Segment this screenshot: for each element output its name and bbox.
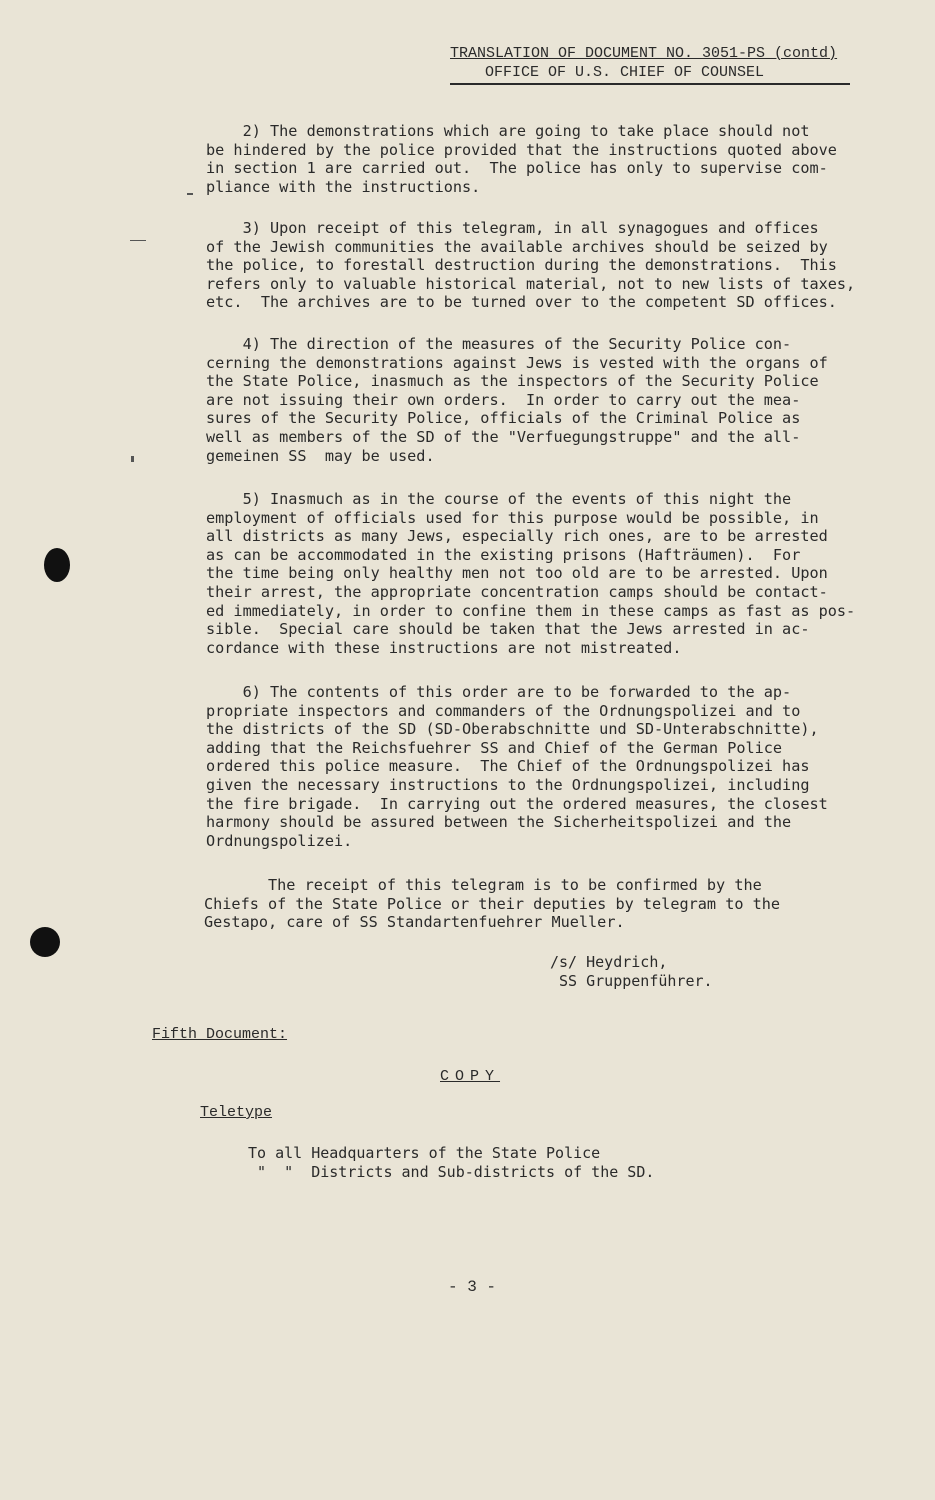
recipient-line-2: " " Districts and Sub-districts of the SD. [248, 1163, 655, 1181]
punch-hole-bottom [30, 927, 60, 957]
recipient-line-1: To all Headquarters of the State Police [248, 1144, 601, 1162]
receipt-paragraph: The receipt of this telegram is to be confirmed by the Chiefs of the State Police or their deputies by telegram to the Gestapo, care of SS Standartenfuehrer Mueller. [204, 876, 781, 932]
translation-title: TRANSLATION OF DOCUMENT NO. 3051-PS (contd) [450, 45, 838, 62]
page-number: - 3 - [448, 1278, 497, 1296]
signature [550, 953, 713, 991]
margin-mark [131, 456, 134, 462]
signature-name: /s/ Heydrich, [550, 953, 668, 971]
margin-mark [130, 240, 146, 241]
header-rule [450, 83, 850, 85]
paragraph-4: 4) The direction of the measures of the Security Police con- cerning the demonstrations against Jews is vested with the organs of the State Police, inasmuch as the inspectors of the Security Police are not issuing their own orders. In order to carry out the mea- sures of the Security Police, officials of the Criminal Police as well as members of the SD of the "Verfuegungstruppe" and the all- gemeinen SS may be used. [206, 335, 828, 465]
copy-label: COPY [440, 1068, 501, 1085]
fifth-document-label: Fifth Document: [152, 1026, 288, 1043]
paragraph-6: 6) The contents of this order are to be forwarded to the ap- propriate inspectors and commanders of the Ordnungspolizei and to the districts of the SD (SD-Oberabschnitte und SD-Unterabschnitte), adding that the Reichsfuehrer SS and Chief of the German Police ordered this police measure. The Chief of the Ordnungspolizei has given the necessary instructions to the Ordnungspolizei, including the fire brigade. In carrying out the ordered measures, the closest harmony should be assured between the Sicherheitspolizei and the Ordnungspolizei. [206, 683, 828, 850]
margin-mark [187, 193, 193, 195]
signature-rank: SS Gruppenführer. [550, 972, 713, 990]
paragraph-3: 3) Upon receipt of this telegram, in all synagogues and offices of the Jewish communities the available archives should be seized by the police, to forestall destruction during the demonstrations. This refers only to valuable historical material, not to new lists of taxes, etc. The archives are to be turned over to the competent SD offices. [206, 219, 856, 312]
punch-hole-top [44, 548, 70, 582]
recipients [248, 1144, 654, 1182]
paragraph-5: 5) Inasmuch as in the course of the events of this night the employment of officials used for this purpose would be possible, in all districts as many Jews, especially rich ones, are to be arrested as can be accommodated in the existing prisons (Hafträumen). For the time being only healthy men not too old are to be arrested. Upon their arrest, the appropriate concentration camps should be contact- ed immediately, in order to confine them in these camps as fast as pos- sible. Special care should be taken that the Jews arrested in ac- cordance with these instructions are not mistreated. [206, 490, 856, 657]
office-title: OFFICE OF U.S. CHIEF OF COUNSEL [485, 64, 765, 81]
teletype-label: Teletype [200, 1104, 273, 1121]
document-header [450, 44, 870, 82]
paragraph-2: 2) The demonstrations which are going to take place should not be hindered by the police provided that the instructions quoted above in section 1 are carried out. The police has only to supervise com- pliance with the instructions. [206, 122, 837, 196]
